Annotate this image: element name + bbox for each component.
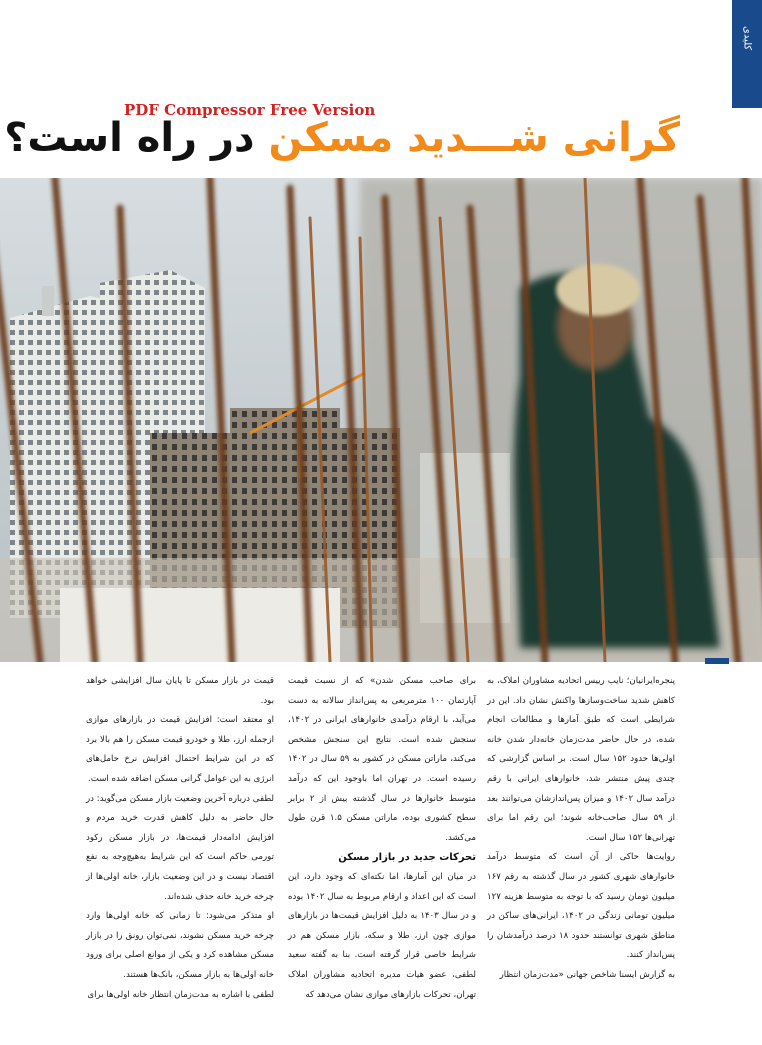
photo-illustration (0, 178, 762, 662)
construction-photo (0, 178, 762, 662)
article-column-3 (86, 672, 274, 1005)
article-headline (4, 112, 680, 164)
article-column-1 (487, 672, 675, 986)
pdf-watermark: PDF Compressor Free Version (124, 101, 376, 119)
headline-highlight: گرانی شـــدید مسکن (254, 115, 680, 161)
section-tab-label: کلیدی (741, 26, 753, 51)
paragraph: به گزارش ایسنا شاخص جهانی «مدت‌زمان انتظار (499, 969, 675, 980)
paragraph: او متذکر می‌شود: تا زمانی که خانه اولی‌ها وارد چرخه خرید مسکن نشوند، نمی‌توان رونق را در بازار مسکن مشاهده کرد و یکی از موانع اصلی برای ورود خانه اولی‌ها به بازار مسکن، بانک‌ها هستند. (86, 911, 274, 980)
subheading: تحرکات جدید در بازار مسکن (338, 852, 476, 864)
paragraph: پنجره‌ایرانیان؛ نایب رییس اتحادیه مشاوران املاک، به کاهش شدید ساخت‌وسازها واکنش نشان داد. این در شرایطی است که طبق آمارها و مطالعات انجام شده، در حال حاضر مدت‌زمان خانه‌دار شدن خانه اولی‌ها حدود ۱۵۲ سال است. بر اساس گزارشی که چندی پیش منتشر شد، خانوارهای ایرانی با رقم درآمد سال ۱۴۰۲ و میزان پس‌اندازشان می‌توانند بعد از ۵۹ سال صاحب‌خانه شوند؛ این رقم اما برای تهرانی‌ها ۱۵۲ سال است. (487, 676, 675, 843)
paragraph: او معتقد است: افزایش قیمت در بازارهای موازی ازجمله ارز، طلا و خودرو قیمت مسکن را هم بالا برد که در این شرایط احتمال افزایش نرخ حامل‌های انرژی به این عوامل گرانی مسکن اضافه شده است. (86, 715, 274, 784)
article-column-2 (288, 672, 476, 1005)
section-tab (732, 0, 762, 108)
paragraph: برای صاحب مسکن شدن» که از نسبت قیمت آپارتمان ۱۰۰ متر‌مربعی به پس‌انداز سالانه به دست می‌آید، با ارقام درآمدی خانوارهای ایرانی در ۱۴۰۲، سنجش شده است. نتایج این سنجش مشخص می‌کند، ماراتن مسکن در کشور به ۵۹ سال در ۱۴۰۲ رسیده است. در تهران اما باوجود این که درآمد متوسط خانوارها در سال گذشته بیش از ۲ برابر سطح کشوری بوده، ماراتن مسکن ۱.۵ قرن طول می‌کشد. (288, 676, 477, 843)
paragraph: قیمت در بازار مسکن تا پایان سال افزایشی خواهد بود. (86, 676, 274, 706)
headline-rest: در راه است؟ (4, 115, 255, 161)
section-marker (705, 658, 729, 664)
paragraph: در میان این آمارها، اما نکته‌ای که وجود دارد، این است که این اعداد و ارقام مربوط به سال ۱۴۰۲ بوده و در سال ۱۴۰۳ به دلیل افزایش قیمت‌ها در بازارهای موازی چون ارز، طلا و سکه، بازار مسکن هم در شرایط خاصی قرار گرفته است. بنا به گفته سعید لطفی، عضو هیات مدیره اتحادیه مشاوران املاک تهران، تحرکات بازارهای موازی نشان می‌دهد که (288, 871, 476, 1000)
paragraph: لطفی با اشاره به مدت‌زمان انتظار خانه اولی‌ها برای (87, 989, 274, 1000)
paragraph: روایت‌ها حاکی از آن است که متوسط درآمد خانوارهای شهری کشور در سال گذشته به رقم ۱۶۷ میلیون تومان رسید که با توجه به متوسط هزینه ۱۲۷ میلیون تومانی زندگی در ۱۴۰۲، ایرانی‌های ساکن در مناطق شهری توانستند حدود ۱۸ درصد درآمدشان را پس‌انداز کنند. (487, 852, 675, 961)
paragraph: لطفی درباره آخرین وضعیت بازار مسکن می‌گوید: در حال حاضر به دلیل کاهش قدرت خرید مردم و افزایش ادامه‌دار قیمت‌ها، در بازار مسکن رکود تورمی حاکم است که این شرایط به‌هیچ‌وجه به نفع اقتصاد نیست و در این وضعیت بازار، خانه اولی‌ها از چرخه خرید خانه حذف شده‌اند. (86, 793, 274, 902)
